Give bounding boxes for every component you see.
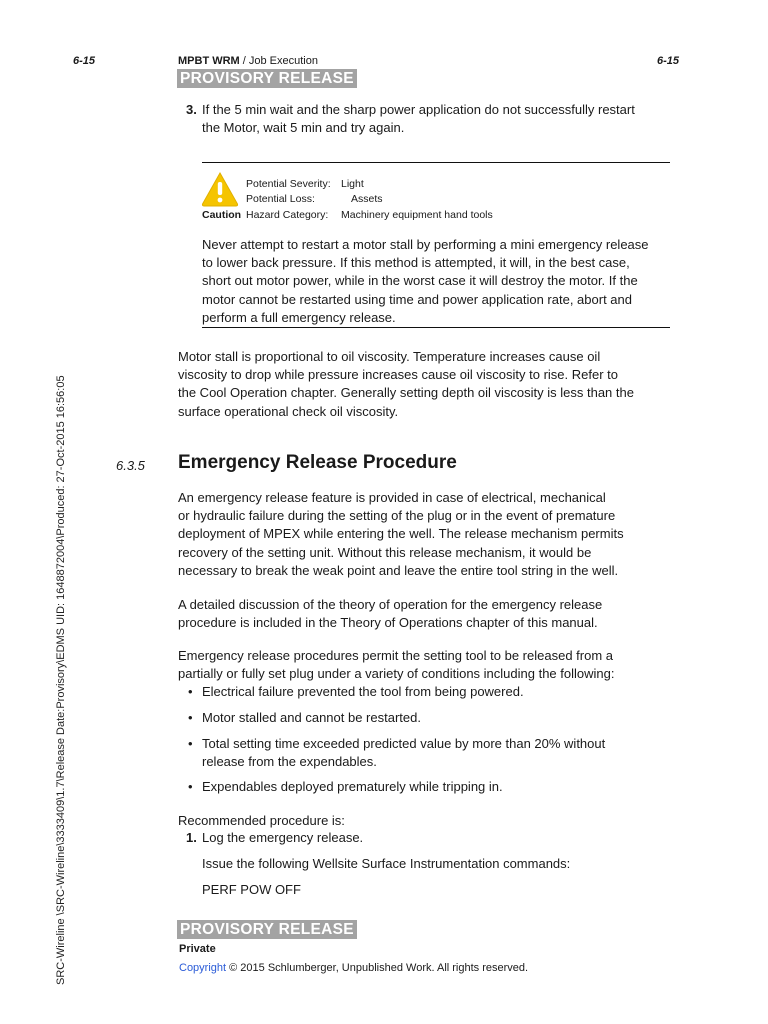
intro-line: recovery of the setting unit. Without this release mechanism, it would be [178,544,592,560]
copyright-link[interactable]: Copyright [179,962,227,974]
copyright-text: © 2015 Schlumberger, Unpublished Work. All rights reserved. [226,962,529,974]
warning-triangle-icon [201,171,239,207]
viscosity-line: Motor stall is proportional to oil viscosity. Temperature increases cause oil [178,349,601,364]
bullet-icon: • [188,684,193,699]
theory-line: A detailed discussion of the theory of operation for the emergency release [178,597,603,612]
caution-text-line: perform a full emergency release. [202,309,396,325]
list-item [188,735,648,772]
intro-line: An emergency release feature is provided in case of electrical, mechanical [178,490,606,505]
document-title [178,55,318,67]
caution-text-line: motor cannot be restarted using time and power application rate, abort and [202,291,632,307]
procedure-intro: Recommended procedure is: [178,813,345,828]
list-item-text: Electrical failure prevented the tool from being powered. [202,684,524,699]
caution-text-line: short out motor power, while in the worst case it will destroy the motor. If the [202,273,638,289]
step-3-line-2: the Motor, wait 5 min and try again. [202,120,405,136]
page-number-right: 6-15 [657,55,680,67]
caution-text-line: to lower back pressure. If this method is attempted, it will, in the best case, [202,255,630,271]
list-item-line: release from the expendables. [202,754,377,770]
list-item [188,709,648,728]
section-title: Emergency Release Procedure [178,452,457,473]
list-item-line: Total setting time exceeded predicted value by more than 20% without [202,736,606,751]
caution-top-rule [202,162,670,163]
list-item-text [202,735,642,771]
caution-text [202,236,672,327]
caution-severity-label: Potential Severity: [246,178,331,190]
viscosity-line: surface operational check oil viscosity. [178,403,399,419]
bullet-icon: • [188,779,193,794]
step-1-number: 1. [186,830,197,845]
caution-text-line: Never attempt to restart a motor stall by performing a mini emergency release [202,237,649,252]
caution-hazard-value: Machinery equipment hand tools [341,209,493,221]
provisory-release-banner-top: PROVISORY RELEASE [177,69,357,88]
caution-hazard-label: Hazard Category: [246,209,329,221]
bullet-icon: • [188,710,193,725]
caution-loss-value: Assets [351,193,383,205]
issue-commands-text: Issue the following Wellsite Surface Instrumentation commands: [202,856,571,871]
page-number-left: 6-15 [73,55,96,67]
private-label: Private [179,943,216,955]
conditions-line: Emergency release procedures permit the setting tool to be released from a [178,648,614,663]
list-item-text: Motor stalled and cannot be restarted. [202,710,421,725]
provisory-release-banner-bottom: PROVISORY RELEASE [177,920,357,939]
theory-line: procedure is included in the Theory of Operations chapter of this manual. [178,615,598,631]
intro-paragraph [178,489,668,580]
step-3-line-1: If the 5 min wait and the sharp power application do not successfully restart [202,102,635,117]
list-item [188,683,648,702]
intro-line: or hydraulic failure during the setting of the plug or in the event of premature [178,508,616,524]
command-text: PERF POW OFF [202,882,301,897]
list-item [188,778,648,797]
step-3-number: 3. [186,102,197,117]
intro-line: deployment of MPEX while entering the well. The release mechanism permits [178,526,624,542]
caution-label: Caution [202,209,242,221]
viscosity-line: the Cool Operation chapter. Generally setting depth oil viscosity is less than the [178,385,634,401]
document-title-bold: MPBT WRM [178,55,240,67]
bullet-icon: • [188,736,193,751]
viscosity-line: viscosity to drop while pressure increases cause oil viscosity to rise. Refer to [178,367,619,383]
conditions-line: partially or fully set plug under a variety of conditions including the following: [178,666,615,682]
viscosity-paragraph [178,348,668,421]
conditions-paragraph [178,647,668,683]
section-number: 6.3.5 [116,458,145,473]
step-3-text [202,101,672,137]
list-item-text: Expendables deployed prematurely while tripping in. [202,779,503,794]
step-1-text: Log the emergency release. [202,830,364,845]
copyright-line [179,962,528,974]
theory-paragraph [178,596,668,632]
document-metadata-side-text: SRC-Wireline \SRC-Wireline\3333409\1.7\Release Date:Provisory\EDMS UID: 1648872004\Produced: 27-Oct-2015 16:56:05 [55,375,67,985]
intro-line: necessary to break the weak point and leave the entire tool string in the well. [178,562,619,578]
caution-bottom-rule [202,327,670,328]
caution-loss-label: Potential Loss: [246,193,315,205]
caution-severity-value: Light [341,178,364,190]
document-title-section: / Job Execution [239,55,318,67]
